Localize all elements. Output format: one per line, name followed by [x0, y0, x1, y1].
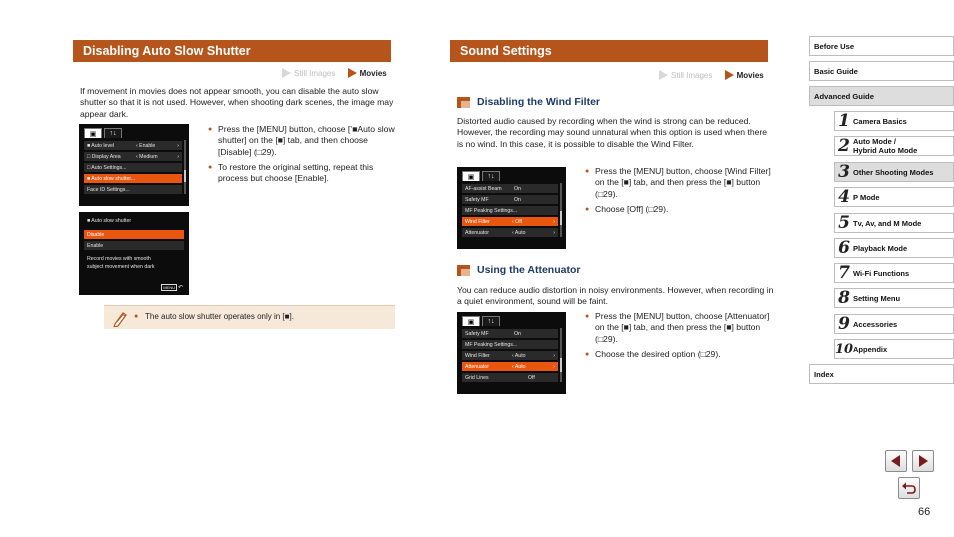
camera-menu-screen-1	[79, 124, 189, 206]
movies-label: Movies	[359, 69, 387, 78]
menu-row: Attenuator ‹ Auto ›	[462, 227, 558, 237]
camera-tab-icon: ▣	[462, 316, 480, 326]
subsection-title-wind-filter: Disabling the Wind Filter	[477, 96, 600, 108]
menu-row-selected: Attenuator ‹ Auto ›	[462, 361, 558, 371]
camera-tab-icon: ▣	[462, 171, 480, 181]
subsection-marker-icon	[457, 265, 470, 276]
camera-menu-screen-3	[457, 167, 566, 249]
attenuator-bullet-2: ● Choose the desired option (□29).	[585, 349, 775, 360]
camera-menu-screen-4	[457, 312, 566, 394]
menu-row: Safety MF On	[462, 194, 558, 204]
menu-row: □ Display Area ‹ Medium ›	[84, 151, 182, 161]
menu-row: Wind Filter ‹ Auto ›	[462, 350, 558, 360]
attenuator-intro: You can reduce audio distortion in noisy environments. However, when recording in a quiet environment, sound will be faint.	[457, 285, 774, 307]
wind-filter-bullet-1: ● Press the [MENU] button, choose [Wind Filter] on the [■] tab, and then press the [■] button (□29).	[585, 166, 775, 200]
setup-tab-icon: ↑↓	[104, 128, 122, 138]
still-images-label: Still Images	[671, 71, 713, 80]
movies-label: Movies	[736, 71, 764, 80]
next-page-button[interactable]	[912, 450, 934, 472]
triangle-right-icon	[918, 455, 928, 467]
intro-paragraph: If movement in movies does not appear smooth, you can disable the auto slow shutter so that it is not used. However, when shooting dark scenes, the image may appear dark.	[80, 86, 394, 119]
return-arrow-icon	[902, 482, 916, 494]
pencil-note-icon	[112, 310, 128, 327]
page-number: 66	[918, 506, 931, 518]
menu-row: AF-assist Beam On	[462, 183, 558, 193]
still-images-arrow-icon	[659, 70, 668, 80]
sidebar-chapter-8[interactable]: 8 Setting Menu	[834, 288, 954, 308]
menu-row: ■ Auto level ‹ Enable ›	[84, 140, 182, 150]
sidebar-chapter-6[interactable]: 6 Playback Mode	[834, 238, 954, 258]
sidebar-chapter-2[interactable]: 2 Auto Mode / Hybrid Auto Mode	[834, 136, 954, 156]
camera-menu-screen-2	[79, 212, 189, 295]
menu-row: Grid Lines Off	[462, 372, 558, 382]
left-bullet-2: ● To restore the original setting, repeat this process but choose [Enable].	[208, 162, 398, 185]
return-button[interactable]	[898, 477, 920, 499]
sidebar-chapter-1[interactable]: 1 Camera Basics	[834, 111, 954, 131]
sidebar-chapter-7[interactable]: 7 Wi-Fi Functions	[834, 263, 954, 283]
sidebar-item-basic-guide[interactable]: Basic Guide	[809, 61, 954, 81]
subsection-title-attenuator: Using the Attenuator	[477, 264, 581, 276]
menu-scrollbar	[560, 183, 562, 237]
mode-indicator	[282, 68, 387, 78]
menu-row: Face ID Settings...	[84, 184, 182, 194]
section-title-auto-slow-shutter: Disabling Auto Slow Shutter	[73, 40, 391, 62]
sidebar-chapter-10[interactable]: 10 Appendix	[834, 339, 954, 359]
sidebar-item-before-use[interactable]: Before Use	[809, 36, 954, 56]
screen-header: ■ Auto slow shutter	[87, 218, 132, 224]
note-bullet-icon: ●	[134, 313, 139, 320]
option-description-2: subject movement when dark	[87, 264, 155, 270]
left-bullet-1: ● Press the [MENU] button, choose [’■Auto slow shutter] on the [■] tab, and then choose [Disable] (□29).	[208, 124, 398, 158]
attenuator-bullets	[585, 311, 775, 364]
previous-page-button[interactable]	[885, 450, 907, 472]
left-bullets	[208, 124, 398, 188]
sidebar-item-advanced-guide[interactable]: Advanced Guide	[809, 86, 954, 106]
option-disable-selected: Disable	[84, 229, 184, 239]
menu-row: MF Peaking Settings...	[462, 339, 558, 349]
note-text: The auto slow shutter operates only in [■].	[145, 312, 294, 321]
wind-filter-bullets	[585, 166, 775, 219]
menu-scrollbar	[184, 140, 186, 194]
option-description-1: Record movies with smooth	[87, 256, 151, 262]
attenuator-bullet-1: ● Press the [MENU] button, choose [Attenuator] on the [■] tab, and then press the [■] button (□29).	[585, 311, 775, 345]
sidebar-item-index[interactable]: Index	[809, 364, 954, 384]
menu-row: MF Peaking Settings...	[462, 205, 558, 215]
sidebar-chapter-3[interactable]: 3 Other Shooting Modes	[834, 162, 954, 182]
menu-row-selected: ■ Auto slow shutter...	[84, 173, 182, 183]
menu-row-selected: Wind Filter ‹ Off ›	[462, 216, 558, 226]
section-title-sound-settings: Sound Settings	[450, 40, 768, 62]
subsection-marker-icon	[457, 97, 470, 108]
note-box	[104, 305, 395, 329]
still-images-label: Still Images	[294, 69, 336, 78]
menu-row: Safety MF On	[462, 328, 558, 338]
movies-arrow-icon	[725, 70, 734, 80]
menu-row: □ Auto Settings...	[84, 162, 182, 172]
wind-filter-bullet-2: ● Choose [Off] (□29).	[585, 204, 775, 215]
sidebar-chapter-4[interactable]: 4 P Mode	[834, 187, 954, 207]
camera-tab-icon: ▣	[84, 128, 102, 138]
setup-tab-icon: ↑↓	[482, 171, 500, 181]
still-images-arrow-icon	[282, 68, 291, 78]
menu-back-badge: MENU ↶	[163, 285, 183, 291]
setup-tab-icon: ↑↓	[482, 316, 500, 326]
back-arrow-icon: ↶	[177, 285, 183, 291]
mode-indicator	[659, 70, 764, 80]
sidebar-chapter-5[interactable]: 5 Tv, Av, and M Mode	[834, 213, 954, 233]
wind-filter-intro: Distorted audio caused by recording when the wind is strong can be reduced. However, the recording may sound unnatural when this option is used when there is no wind. In this case, it is possible to disable the Wind Filter.	[457, 116, 768, 149]
movies-arrow-icon	[348, 68, 357, 78]
sidebar-chapter-9[interactable]: 9 Accessories	[834, 314, 954, 334]
menu-scrollbar	[560, 328, 562, 382]
option-enable: Enable	[84, 240, 184, 250]
triangle-left-icon	[891, 455, 901, 467]
